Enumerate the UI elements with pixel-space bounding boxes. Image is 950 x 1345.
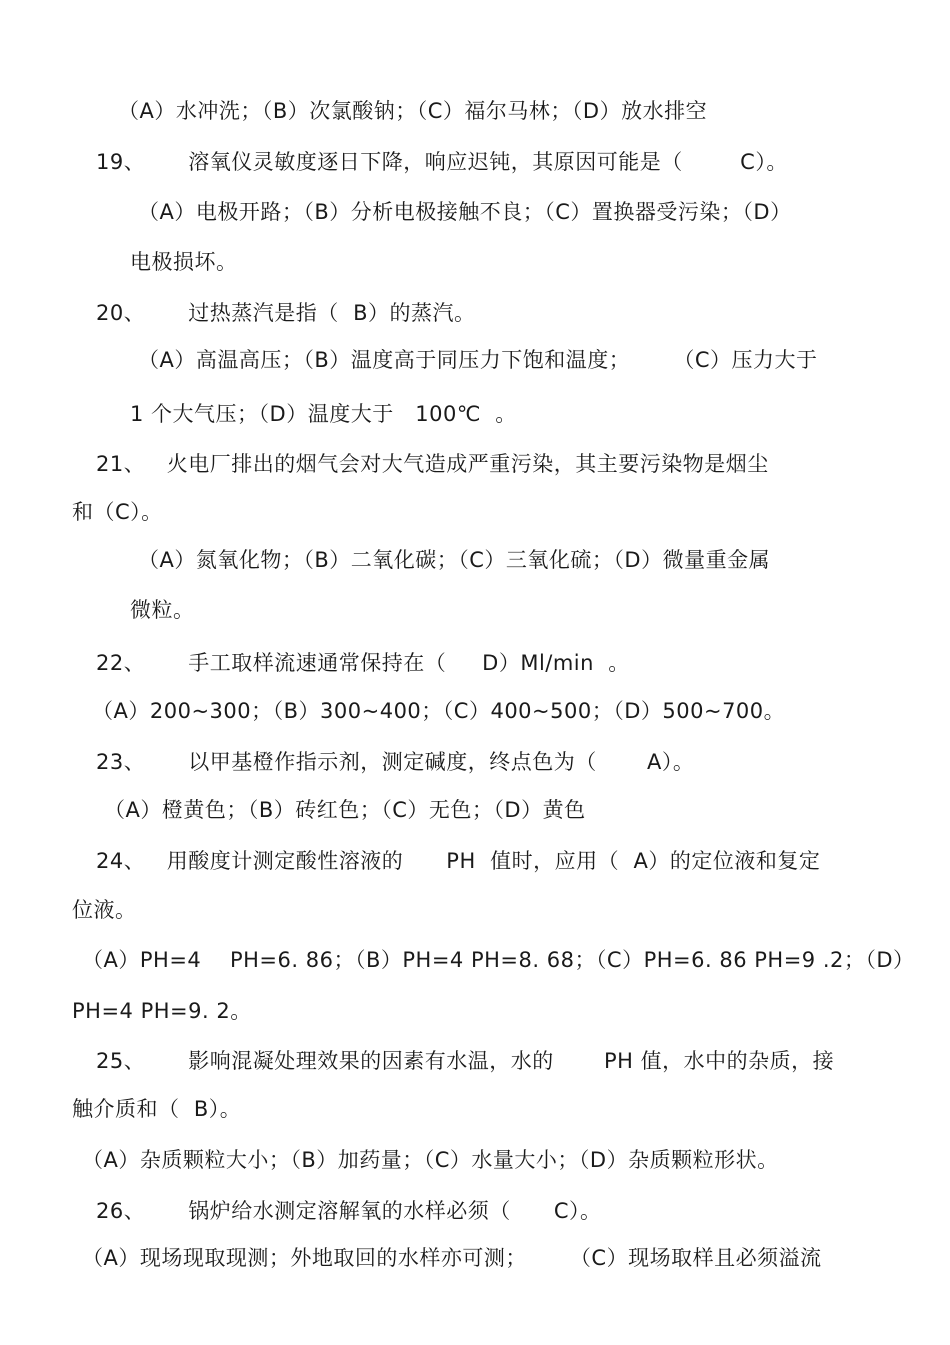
q21-stem-line-1: 21、 火电厂排出的烟气会对大气造成严重污染，其主要污染物是烟尘 xyxy=(96,452,769,476)
q26-stem: 26、 锅炉给水测定溶解氧的水样必须（ C）。 xyxy=(96,1199,602,1223)
q23-options-line: （A）橙黄色；（B）砖红色；（C）无色；（D）黄色 xyxy=(104,798,586,822)
q25-stem-line-2: 触介质和（ B）。 xyxy=(72,1097,242,1121)
q20-options-line-1: （A）高温高压；（B）温度高于同压力下饱和温度； （C）压力大于 xyxy=(138,348,818,372)
q21-options-line-1: （A）氮氧化物；（B）二氧化碳；（C）三氧化硫；（D）微量重金属 xyxy=(138,548,771,572)
q22-options-line: （A）200~300；（B）300~400；（C）400~500；（D）500~700。 xyxy=(92,699,786,723)
q23-stem: 23、 以甲基橙作指示剂，测定碱度，终点色为（ A）。 xyxy=(96,750,695,774)
q21-options-line-2: 微粒。 xyxy=(130,598,195,622)
q19-stem: 19、 溶氧仪灵敏度逐日下降，响应迟钝，其原因可能是（ C）。 xyxy=(96,150,788,174)
q20-stem: 20、 过热蒸汽是指（ B）的蒸汽。 xyxy=(96,301,476,325)
q19-options-line-2: 电极损坏。 xyxy=(130,250,238,274)
q24-options-line-1: （A）PH=4 PH=6. 86；（B）PH=4 PH=8. 68；（C）PH=6. 86 PH=9 .2；（D） xyxy=(82,948,915,972)
q26-options-line: （A）现场现取现测；外地取回的水样亦可测； （C）现场取样且必须溢流 xyxy=(82,1246,822,1270)
q19-options-line-1: （A）电极开路；（B）分析电极接触不良；（C）置换器受污染；（D） xyxy=(138,200,792,224)
q25-stem-line-1: 25、 影响混凝处理效果的因素有水温，水的 PH 值，水中的杂质，接 xyxy=(96,1049,835,1073)
q24-stem-line-1: 24、 用酸度计测定酸性溶液的 PH 值时，应用（ A）的定位液和复定 xyxy=(96,849,821,873)
q18-options-line: （A）水冲洗；（B）次氯酸钠；（C）福尔马林；（D）放水排空 xyxy=(118,99,708,123)
q24-stem-line-2: 位液。 xyxy=(72,898,137,922)
q25-options-line: （A）杂质颗粒大小；（B）加药量；（C）水量大小；（D）杂质颗粒形状。 xyxy=(82,1148,779,1172)
q20-options-line-2: 1 个大气压；（D）温度大于 100℃ 。 xyxy=(130,402,517,426)
q24-options-line-2: PH=4 PH=9. 2。 xyxy=(72,999,252,1023)
q21-stem-line-2: 和（C）。 xyxy=(72,500,163,524)
q22-stem: 22、 手工取样流速通常保持在（ D）Ml/min 。 xyxy=(96,651,630,675)
